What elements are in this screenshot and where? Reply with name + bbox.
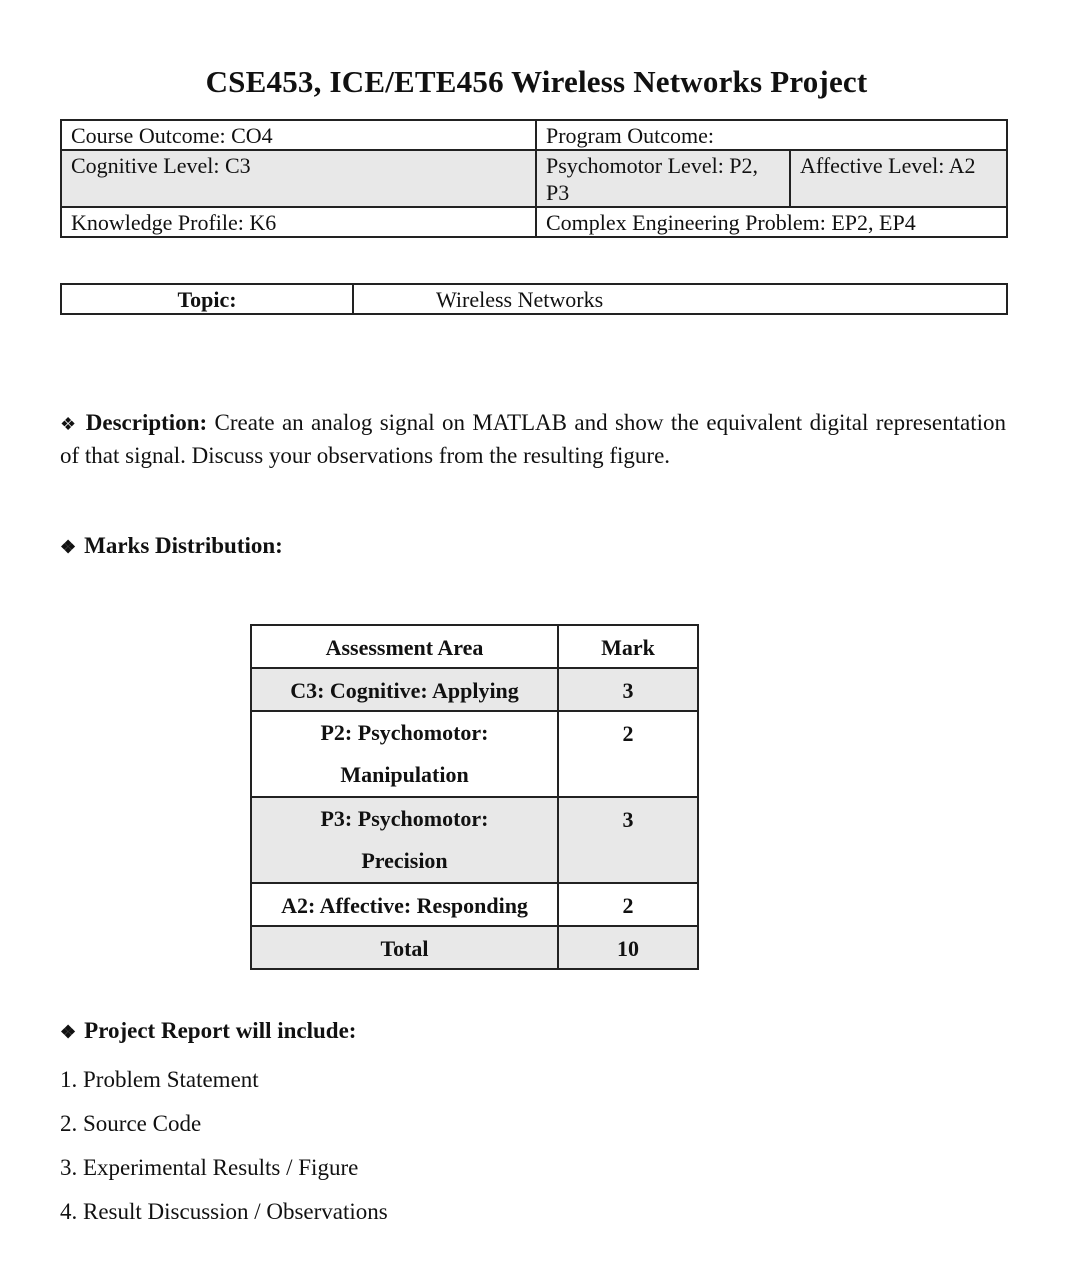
table-row [251, 711, 698, 797]
mark-cell: 3 [558, 668, 698, 711]
topic-label: Topic: [61, 284, 353, 314]
diamond-bullet-icon: ❖ [60, 1022, 77, 1042]
marks-heading [60, 533, 283, 559]
description-label: Description: [85, 410, 208, 435]
header-mark: Mark [558, 625, 698, 668]
program-outcome-cell: Program Outcome: [536, 120, 1007, 150]
course-info-table [60, 119, 1008, 238]
mark-cell: 2 [558, 883, 698, 926]
course-outcome-cell: Course Outcome: CO4 [61, 120, 536, 150]
report-heading [60, 1018, 356, 1044]
marks-distribution-table [250, 624, 699, 970]
assessment-area-line: P3: Psychomotor: [320, 806, 489, 831]
cognitive-level-cell: Cognitive Level: C3 [61, 150, 536, 207]
complex-problem-cell: Complex Engineering Problem: EP2, EP4 [536, 207, 1007, 237]
mark-cell: 3 [558, 797, 698, 883]
diamond-bullet-icon: ❖ [60, 537, 77, 557]
affective-level-cell: Affective Level: A2 [790, 150, 1007, 207]
header-assessment-area: Assessment Area [251, 625, 558, 668]
total-value: 10 [558, 926, 698, 969]
assessment-area-line: Precision [361, 848, 448, 873]
topic-table [60, 283, 1008, 315]
list-item: 3. Experimental Results / Figure [60, 1155, 359, 1180]
list-item: 2. Source Code [60, 1111, 202, 1136]
psychomotor-level-cell: Psychomotor Level: P2, P3 [536, 150, 790, 207]
description-paragraph [60, 407, 1006, 472]
report-items-list [60, 1064, 388, 1240]
assessment-area-cell: A2: Affective: Responding [251, 883, 558, 926]
mark-cell: 2 [558, 711, 698, 797]
assessment-area-cell [251, 711, 558, 797]
table-row [251, 883, 698, 926]
topic-value: Wireless Networks [353, 284, 1007, 314]
assessment-area-line: Manipulation [340, 762, 469, 787]
list-item: 4. Result Discussion / Observations [60, 1199, 388, 1224]
assessment-area-cell: C3: Cognitive: Applying [251, 668, 558, 711]
description-text: Create an analog signal on MATLAB and show the equivalent digital representation of that signal. Discuss your observations from the resulting figure. [60, 410, 1007, 468]
list-item: 1. Problem Statement [60, 1067, 259, 1092]
table-row [251, 668, 698, 711]
marks-heading-text: Marks Distribution: [84, 533, 283, 558]
total-label: Total [251, 926, 558, 969]
assessment-area-line: P2: Psychomotor: [320, 720, 489, 745]
total-row [251, 926, 698, 969]
page-title: CSE453, ICE/ETE456 Wireless Networks Project [205, 64, 868, 99]
report-heading-text: Project Report will include: [84, 1018, 357, 1043]
diamond-bullet-icon: ❖ [60, 414, 78, 434]
assessment-area-cell [251, 797, 558, 883]
knowledge-profile-cell: Knowledge Profile: K6 [61, 207, 536, 237]
table-row [251, 797, 698, 883]
